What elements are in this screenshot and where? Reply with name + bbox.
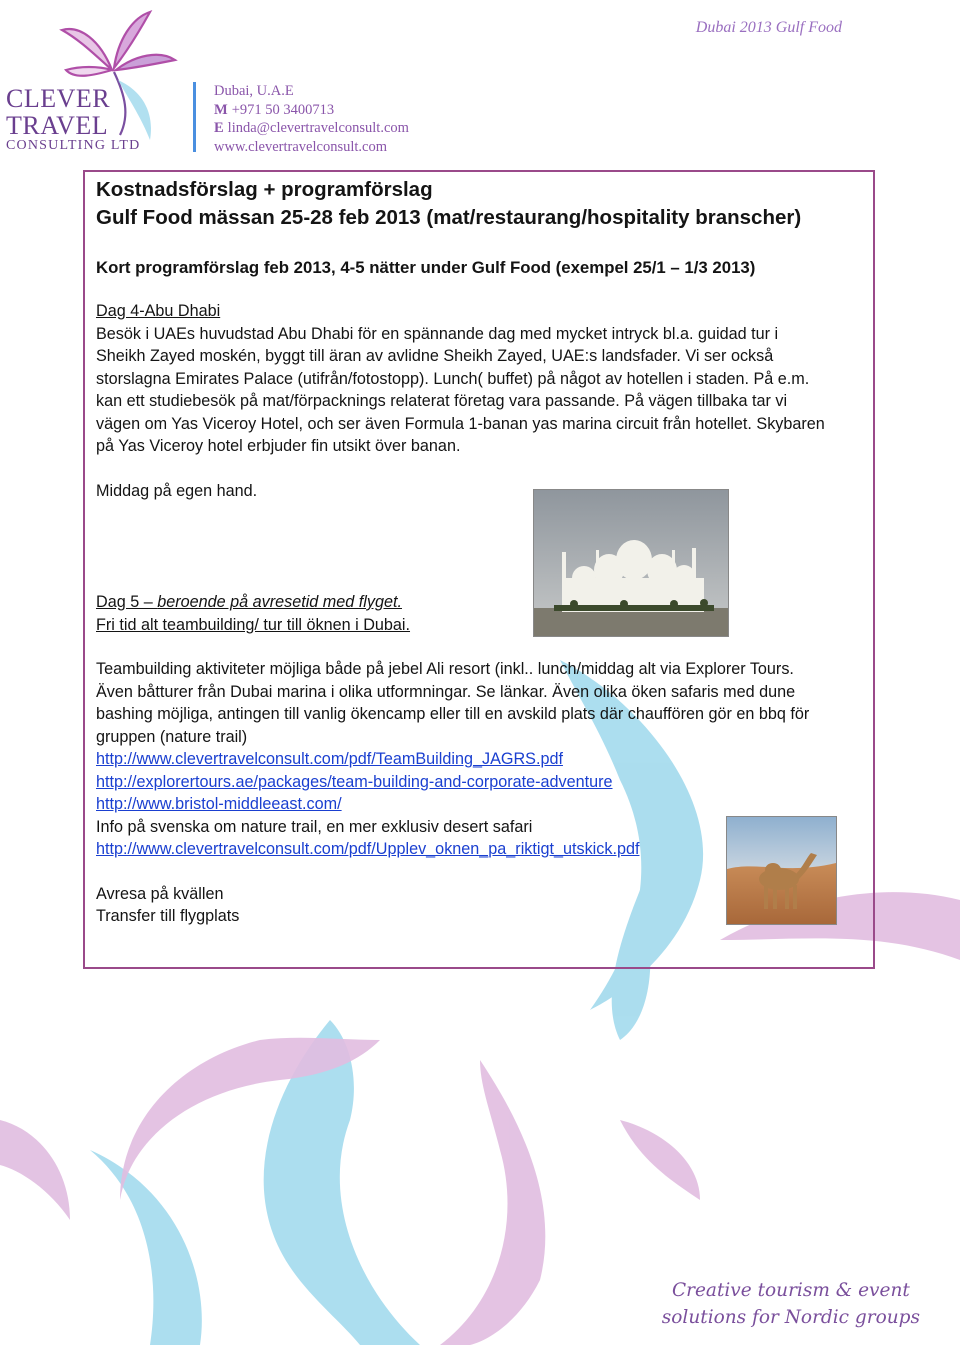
day4-line: på Yas Viceroy hotel erbjuder fin utsikt över banan.: [96, 437, 461, 455]
team-line: bashing möjliga, antingen till vanlig ökencamp eller till en avskild plats där chauffören gör en bbq för: [96, 705, 810, 723]
link-upplev-oknen-pdf[interactable]: http://www.clevertravelconsult.com/pdf/Upplev_oknen_pa_riktigt_utskick.pdf: [96, 840, 640, 858]
link-teambuilding-pdf[interactable]: http://www.clevertravelconsult.com/pdf/TeamBuilding_JAGRS.pdf: [96, 750, 563, 768]
slogan-line1: Creative tourism & event: [671, 1280, 910, 1301]
document-subtitle: Kort programförslag feb 2013, 4-5 nätter under Gulf Food (exempel 25/1 – 1/3 2013): [96, 258, 756, 277]
contact-block: [214, 82, 409, 156]
contact-web[interactable]: www.clevertravelconsult.com: [214, 138, 387, 155]
day5-line2: Fri tid alt teambuilding/ tur till öknen i Dubai.: [96, 615, 411, 634]
company-name-line1: CLEVER: [6, 84, 111, 113]
day5-label: Dag 5 –: [96, 593, 158, 611]
contact-email-row: [214, 119, 409, 138]
document-title-line2: Gulf Food mässan 25-28 feb 2013 (mat/restaurang/hospitality branscher): [96, 206, 802, 229]
dinner-note: Middag på egen hand.: [96, 481, 258, 500]
company-name-line3: CONSULTING LTD: [6, 138, 141, 153]
day5-note: beroende på avresetid med flyget.: [157, 593, 402, 611]
company-name-line2: TRAVEL: [6, 111, 109, 140]
team-line: Teambuilding aktiviteter möjliga både på jebel Ali resort (inkl.. lunch/middag alt via Explorer Tours.: [96, 660, 794, 678]
mobile-key: M: [214, 101, 228, 118]
team-line: Även båtturer från Dubai marina i olika utformningar. Se länkar. Även olika öken safaris med dune: [96, 682, 796, 701]
header-tagline: Dubai 2013 Gulf Food: [695, 19, 842, 36]
day4-description: [96, 323, 868, 458]
day4-line: storslagna Emirates Palace (utifrån/fotostopp). Lunch( buffet) på något av hotellen i staden. På e.m.: [96, 369, 810, 388]
email-key: E: [214, 120, 224, 136]
slogan-line2: solutions for Nordic groups: [661, 1307, 920, 1328]
day4-line: vägen om Yas Viceroy Hotel, och ser även Formula 1-banan yas marina circuit från hotellet. Skybaren: [96, 414, 825, 433]
contact-mobile: +971 50 3400713: [231, 101, 335, 118]
link-bristol[interactable]: http://www.bristol-middleeast.com/: [96, 795, 342, 813]
day4-line: kan ett studiebesök på mat/förpacknings relaterat företag vara passande. På vägen tillbaka tar vi: [96, 392, 788, 410]
day4-line: Sheikh Zayed moskén, byggt till äran av avlidne Sheikh Zayed, UAE:s landsfader. Vi ser också: [96, 347, 774, 365]
info-line: Info på svenska om nature trail, en mer exklusiv desert safari: [96, 817, 533, 836]
teambuilding-paragraph: [96, 658, 868, 748]
day4-heading: Dag 4-Abu Dhabi: [96, 302, 221, 320]
footer-slogan: [662, 1277, 920, 1331]
day4-line: Besök i UAEs huvudstad Abu Dhabi för en spännande dag med mycket intryck bl.a. guidad tur i: [96, 324, 779, 343]
departure-line2: Transfer till flygplats: [96, 907, 240, 925]
link-explorertours[interactable]: http://explorertours.ae/packages/team-building-and-corporate-adventure: [96, 772, 613, 791]
team-line: gruppen (nature trail): [96, 727, 248, 746]
mosque-photo: [533, 489, 729, 637]
departure-line1: Avresa på kvällen: [96, 884, 224, 903]
day5-heading: [96, 591, 868, 614]
contact-location: Dubai, U.A.E: [214, 83, 294, 99]
document-content: [96, 176, 868, 928]
contact-mobile-row: [214, 101, 409, 120]
contact-email[interactable]: linda@clevertravelconsult.com: [227, 120, 409, 136]
document-title-line1: Kostnadsförslag + programförslag: [96, 178, 433, 201]
camel-desert-photo: [726, 816, 837, 925]
logo-divider: [193, 82, 196, 152]
